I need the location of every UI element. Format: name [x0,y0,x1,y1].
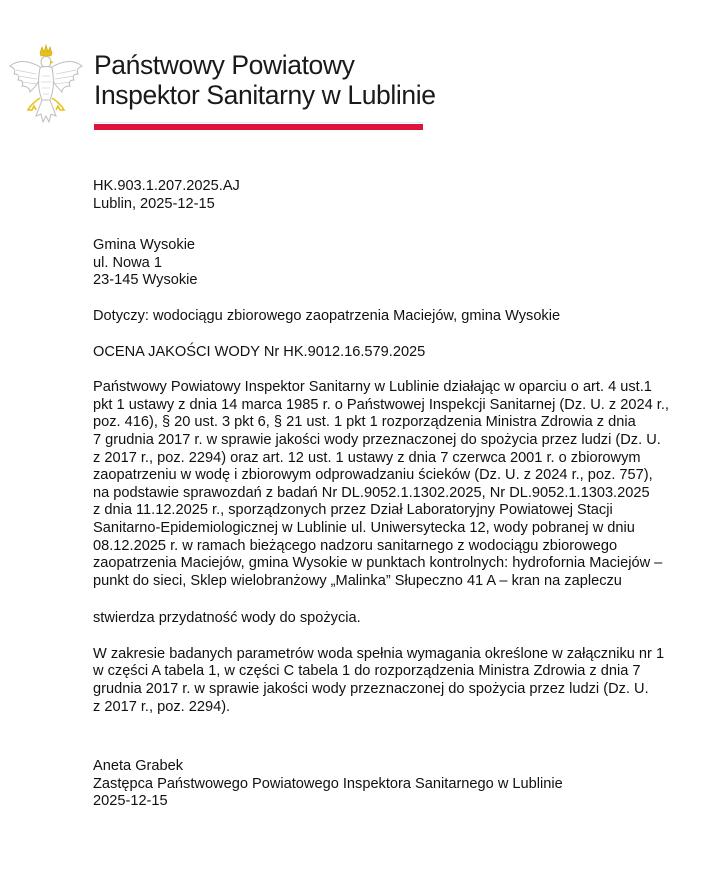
scope-line: w części A tabela 1, w części C tabela 1 do rozporządzenia Ministra Zdrowia z dnia 7 [93,663,641,680]
recipient-name: Gmina Wysokie [93,237,196,254]
body-line: z 2017 r., poz. 2294) oraz art. 12 ust. 1 ustawy z dnia 7 czerwca 2001 r. o zbiorowym [93,449,641,466]
organization-name-line1: Państwowy Powiatowy [94,50,355,80]
body-line: na podstawie sprawozdań z badań Nr DL.9052.1.1302.2025, Nr DL.9052.1.1303.2025 [93,484,650,501]
recipient-city: 23-145 Wysokie [93,272,198,289]
body-paragraph [93,379,673,590]
conclusion-line: stwierdza przydatność wody do spożycia. [93,610,361,627]
recipient-address [93,237,673,290]
signatory-position: Zastępca Państwowego Powiatowego Inspektora Sanitarnego w Lublinie [93,775,563,792]
body-line: zaopatrzeniu w wodę i zbiorowym odprowadzaniu ścieków (Dz. U. z 2024 r., poz. 757), [93,467,653,484]
body-line: punkt do sieci, Sklep wielobranżowy „Malinka” Słupeczno 41 A – kran na zapleczu [93,572,622,589]
subject-line: Dotyczy: wodociągu zbiorowego zaopatrzenia Maciejów, gmina Wysokie [93,307,561,324]
body-line: zaopatrzenia Maciejów, gmina Wysokie w punktach kontrolnych: hydrofornia Maciejów – [93,555,663,572]
recipient-street: ul. Nowa 1 [93,254,162,271]
place-date: Lublin, 2025-12-15 [93,195,215,212]
body-line: z dnia 11.12.2025 r., sporządzonych przez Dział Laboratoryjny Powiatowej Stacji [93,502,613,519]
letterhead [0,0,713,140]
polish-eagle-emblem-icon [6,44,86,132]
body-line: 7 grudnia 2017 r. w sprawie jakości wody przeznaczonej do spożycia przez ludzi (Dz. U. [93,431,661,448]
scope-line: W zakresie badanych parametrów woda spełnia wymagania określone w załączniku nr 1 [93,645,665,662]
body-line: pkt 1 ustawy z dnia 14 marca 1985 r. o Państwowej Inspekcji Sanitarnej (Dz. U. z 2024 r., [93,396,669,413]
scope-line: grudnia 2017 r. w sprawie jakości wody przeznaczonej do spożycia przez ludzi (Dz. U. [93,681,649,698]
body-line: poz. 416), § 20 ust. 3 pkt 6, § 21 ust. 1 pkt 1 rozporządzenia Ministra Zdrowia z dnia [93,414,636,431]
reference-number: HK.903.1.207.2025.AJ [93,178,240,194]
scope-line: z 2017 r., poz. 2294). [93,698,231,715]
flag-bar-red [94,124,423,130]
signature-block [93,758,673,811]
body-line: 08.12.2025 r. w ramach bieżącego nadzoru sanitarnego z wodociągu zbiorowego [93,537,618,554]
document-header [93,178,673,213]
flag-bar [94,122,423,130]
scope-paragraph [93,646,673,716]
organization-name [94,50,436,110]
organization-name-line2: Inspektor Sanitarny w Lublinie [94,80,436,110]
body-line: Sanitarno-Epidemiologicznej w Lublinie ul. Uniwersytecka 12, wody pobranej w dniu [93,519,635,536]
signatory-name: Aneta Grabek [93,758,184,775]
letter-content [93,178,673,811]
signature-date: 2025-12-15 [93,793,168,810]
document-title: OCENA JAKOŚCI WODY Nr HK.9012.16.579.2025 [93,343,426,360]
body-line: Państwowy Powiatowy Inspektor Sanitarny w Lublinie działając w oparciu o art. 4 ust.1 [93,379,652,396]
